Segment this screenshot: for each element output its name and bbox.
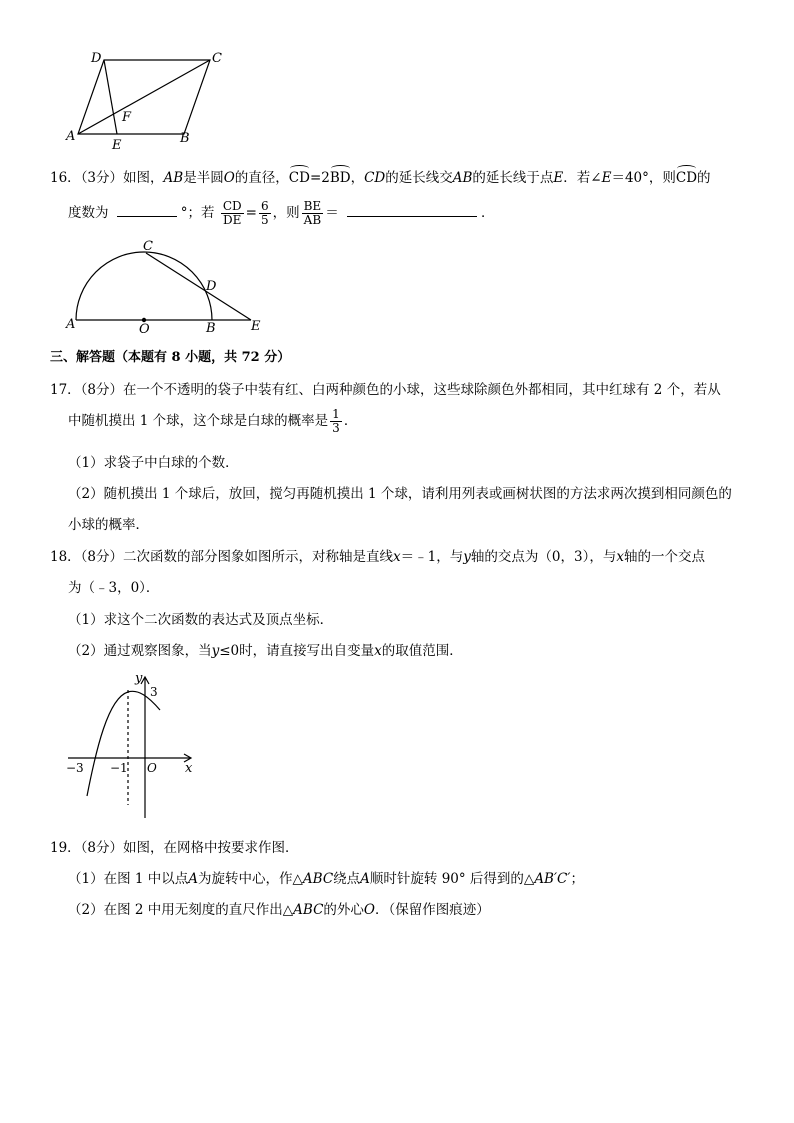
q18-x: x: [616, 549, 624, 565]
section-3-heading: 三、解答题（本题有 8 小题，共 72 分）: [50, 350, 291, 365]
segment-de: [104, 60, 117, 134]
label-y: y: [135, 671, 143, 686]
q19-abc-prime: AB′C′: [534, 871, 571, 887]
label-B: B: [206, 321, 216, 336]
label-neg3: −3: [66, 761, 84, 775]
label-neg1: −1: [110, 761, 128, 775]
q19-line1: 19．（8分）如图，在网格中按要求作图．: [50, 840, 299, 856]
q16-text: 如图，: [123, 170, 164, 186]
label-O: O: [147, 761, 157, 775]
q16-e: E: [601, 170, 612, 186]
q19-sub1: [68, 867, 584, 887]
q18-x: x: [374, 643, 382, 659]
q19-text: （1）在图 1 中以点: [68, 871, 189, 887]
q18-text: （2）通过观察图象，当: [68, 643, 212, 659]
answer-blank-ratio[interactable]: [347, 206, 477, 217]
frac-num: BE: [303, 199, 322, 213]
q16-line1: [50, 166, 711, 186]
segment-ce: [146, 253, 251, 320]
label-3: 3: [150, 685, 158, 699]
q16-eq: =2: [309, 170, 330, 186]
q16-text: ．: [480, 205, 495, 221]
q18-y: y: [211, 643, 220, 659]
q16-e: E: [553, 170, 564, 186]
q16-ab: AB: [163, 170, 184, 186]
frac-num: 1: [332, 407, 340, 421]
q16-text: ＝40°，则: [611, 170, 676, 186]
q17-text: ．: [343, 413, 358, 429]
q19-text: 的外心: [323, 902, 364, 918]
q18-text: 18．（8分）二次函数的部分图象如图所示，对称轴是直线: [50, 549, 394, 565]
q16-text: 度数为: [68, 205, 109, 221]
q19-text: ；: [570, 871, 584, 887]
q19-abc: ABC: [293, 902, 324, 918]
q17-sub2-line1: （2）随机摸出 1 个球后，放回，搅匀再随机摸出 1 个球，请利用列表或画树状图的方法求两次摸到相同颜色的: [68, 486, 732, 502]
label-E: E: [112, 138, 122, 153]
arc-bd: BD: [329, 170, 351, 186]
q18-text: ≤0时，请直接写出自变量: [219, 643, 375, 659]
q18-line2: 为（﹣3，0）．: [68, 580, 160, 596]
q19-abc: ABC: [302, 871, 334, 887]
label-A: A: [66, 129, 76, 144]
semicircle-arc: [76, 252, 212, 320]
parabola-curve: [87, 691, 160, 796]
label-F: F: [122, 110, 132, 125]
frac-den: DE: [223, 213, 242, 227]
q18-text: 的取值范围．: [381, 643, 463, 659]
q16-text: 的延长线交: [385, 170, 453, 186]
q16-o: O: [223, 170, 235, 186]
q19-text: 顺时针旋转 90° 后得到的△: [369, 871, 535, 887]
q19-sub2: [68, 898, 490, 918]
q18-text: 轴的交点为（0，3），与: [470, 549, 617, 565]
q16-text: ，: [350, 170, 365, 186]
segment-ac: [78, 60, 210, 134]
q18-text: 轴的一个交点: [623, 549, 705, 565]
q17-line1: 17．（8分）在一个不透明的袋子中装有红、白两种颜色的小球，这些球除颜色外都相同，其中红球有 2 个，若从: [50, 382, 721, 398]
figure-parabola: [60, 670, 210, 820]
frac-den: 3: [332, 421, 340, 435]
q16-number: 16．: [50, 170, 81, 186]
q16-text: ＝: [325, 205, 339, 221]
q16-line2: [68, 200, 494, 227]
fraction-cd-de: [221, 200, 244, 227]
q16-text: ，则: [272, 205, 300, 221]
q16-text: 的: [697, 170, 711, 186]
label-A: A: [66, 317, 76, 332]
q19-a: A: [188, 871, 199, 887]
label-E: E: [251, 319, 261, 334]
q18-sub2: [68, 639, 463, 659]
frac-num: CD: [222, 199, 242, 213]
label-B: B: [180, 131, 190, 146]
q18-text: ＝﹣1，与: [400, 549, 464, 565]
q19-text: ．（保留作图痕迹）: [374, 902, 490, 918]
frac-num: 6: [260, 199, 269, 213]
q16-text: 是半圆: [183, 170, 224, 186]
label-O: O: [139, 322, 150, 336]
q17-text: 中随机摸出 1 个球，这个球是白球的概率是: [68, 413, 329, 429]
q18-x: x: [393, 549, 401, 565]
q19-a: A: [360, 871, 370, 887]
fraction-1-3: [330, 408, 342, 435]
q16-score: （3分）: [80, 170, 124, 186]
label-D: D: [206, 279, 217, 294]
q16-cd: CD: [364, 170, 386, 186]
q19-text: （2）在图 2 中用无刻度的直尺作出△: [68, 902, 294, 918]
fraction-be-ab: [302, 200, 324, 227]
figure-semicircle: [60, 236, 270, 336]
q16-text: 的直径，: [234, 170, 289, 186]
frac-den: 5: [260, 213, 269, 227]
fraction-6-5: [259, 200, 271, 227]
q16-text: °；若: [180, 205, 215, 221]
q18-y: y: [463, 549, 471, 565]
figure-parallelogram: [60, 48, 230, 153]
q17-sub2-line2: 小球的概率．: [68, 517, 149, 533]
q16-ab: AB: [452, 170, 473, 186]
q17-sub1: （1）求袋子中白球的个数．: [68, 455, 239, 471]
q19-text: 绕点: [333, 871, 361, 887]
q19-o: O: [363, 902, 375, 918]
answer-blank-degree[interactable]: [117, 206, 177, 217]
q18-sub1: （1）求这个二次函数的表达式及顶点坐标．: [68, 612, 334, 628]
q17-line2: [68, 408, 357, 435]
q16-text: ．若∠: [563, 170, 602, 186]
label-D: D: [91, 51, 102, 66]
q18-line1: [50, 545, 705, 565]
arc-cd: CD: [675, 170, 698, 186]
arc-cd: CD: [288, 170, 310, 186]
q19-text: 为旋转中心，作△: [198, 871, 303, 887]
q16-text: 的延长线于点: [472, 170, 554, 186]
frac-den: AB: [303, 213, 322, 227]
label-x: x: [185, 761, 193, 776]
q16-eq: =: [245, 205, 257, 221]
label-C: C: [212, 51, 222, 66]
label-C: C: [143, 239, 153, 254]
